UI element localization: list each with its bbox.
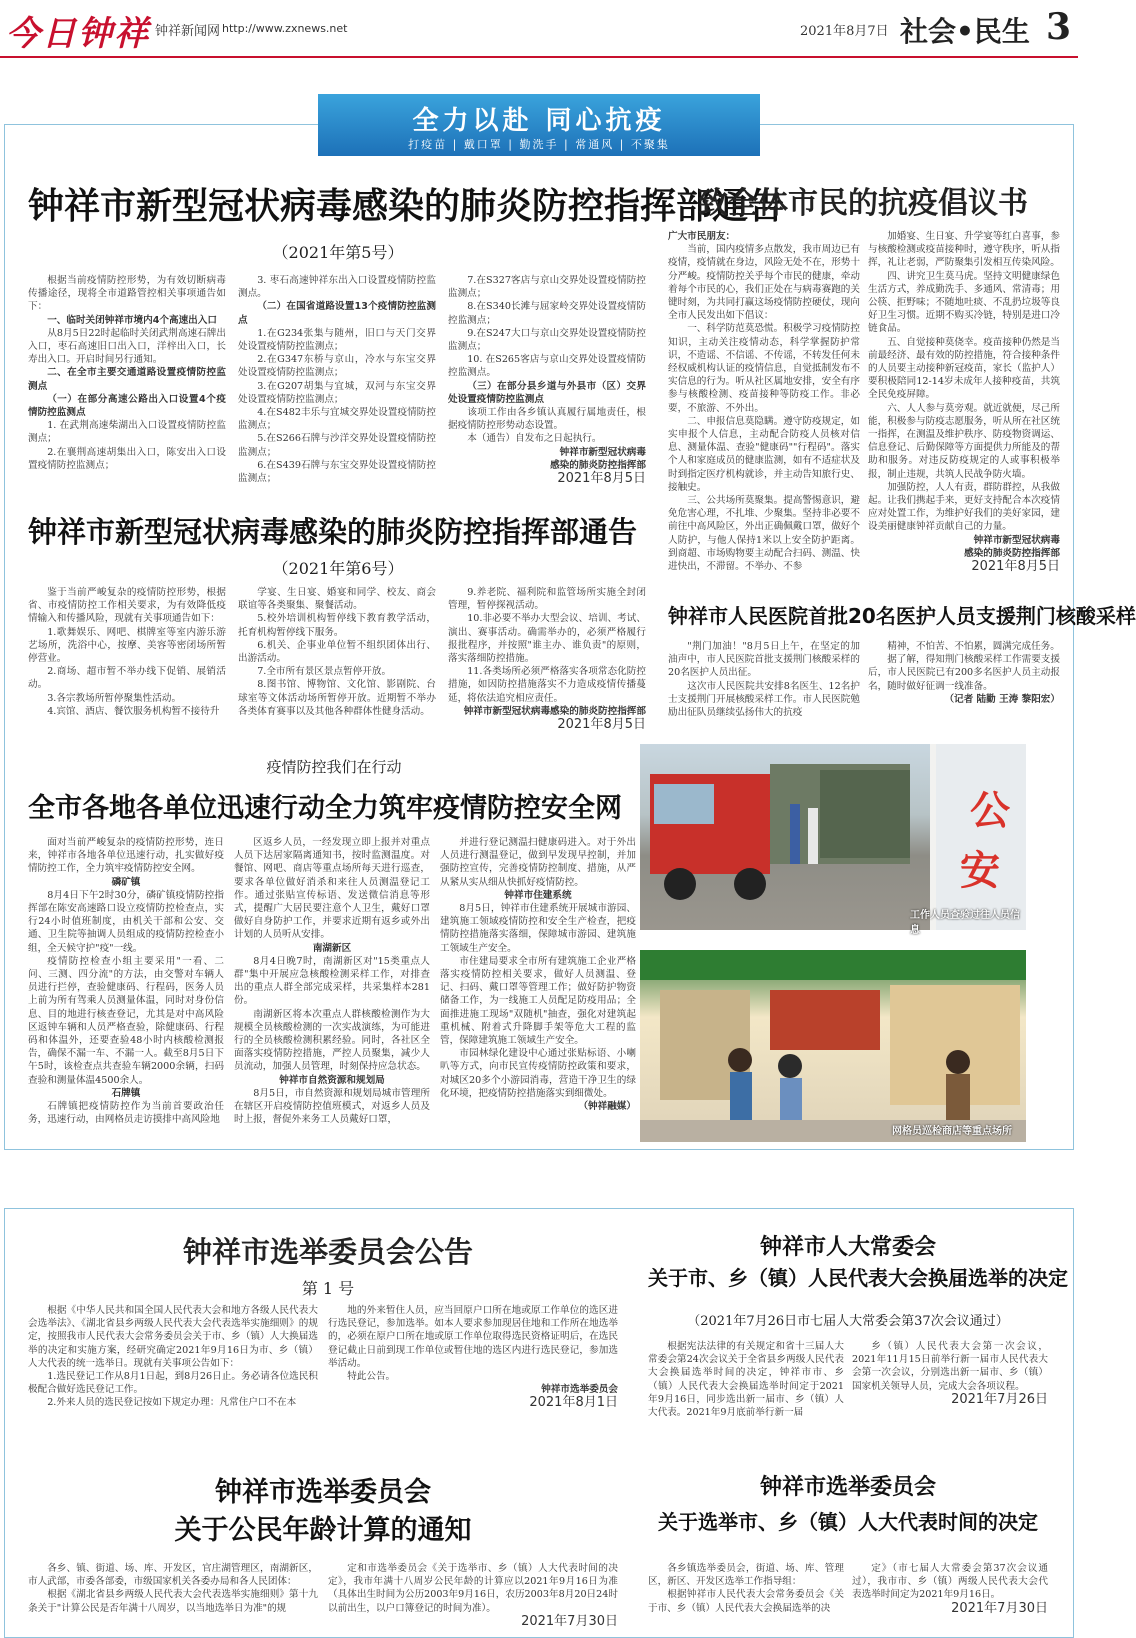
action-column-3 bbox=[440, 836, 636, 1136]
checkpoint-sign-text: 公 bbox=[970, 788, 1010, 834]
banner-title: 全力以赴 同心抗疫 bbox=[412, 106, 666, 136]
paragraph: 钟祥市住建系统 bbox=[504, 889, 572, 901]
paragraph: （二）在国省道路设置13个疫情防控监测点 bbox=[238, 301, 436, 326]
paragraph: 面对当前严峻复杂的疫情防控形势，连日来，钟祥市各地各单位迅速行动，扎实做好疫情防控工作，全力筑牢疫情防控安全网。 bbox=[28, 837, 224, 875]
paragraph: 3. 枣石高速钟祥东出入口设置疫情防控监测点。 bbox=[238, 275, 436, 300]
paragraph: 4.宾馆、酒店、餐饮服务机构暂不接待升 bbox=[47, 705, 220, 717]
paragraph: 定》（市七届人大常委会第37次会议通过），我市市、乡（镇）两级人民代表大会代表选举时间定为2021年9月16日。 bbox=[852, 1563, 1048, 1601]
time-column-1 bbox=[648, 1562, 844, 1632]
paragraph: 5.校外培训机构暂停线下教育教学活动，托育机构暂停线下服务。 bbox=[238, 613, 436, 638]
paragraph: 2021年8月1日 bbox=[529, 1395, 618, 1411]
paragraph: 7.在S327客店与京山交界处设置疫情防控监测点； bbox=[448, 275, 646, 300]
action-title: 全市各地各单位迅速行动全力筑牢疫情防控安全网 bbox=[28, 793, 622, 824]
paragraph: 区返乡人员，一经发现立即上报并对重点人员下达居家隔离通知书，按时监测温度。对餐馆、网吧、商店等重点场所每天进行巡查，要求各单位做好消杀和来往人员测温登记工作。通过张贴宣传标语、发送微信消息等形式，提醒广大居民要注意个人卫生，戴好口罩做好自身防护工作，并要求近期有返乡或外出计划的人员听从安排。 bbox=[234, 837, 430, 941]
paragraph: 6.机关、企事业单位暂不组织团体出行、出游活动。 bbox=[238, 639, 436, 665]
paragraph: 1.选民登记工作从8月1日起，到8月26日止。务必请各位选民积极配合做好选民登记工作。 bbox=[28, 1371, 318, 1396]
paragraph: 各乡镇选举委员会，街道、场、库、管理区，新区、开发区选举工作指导组： bbox=[648, 1563, 844, 1588]
hospital-column-1 bbox=[668, 640, 860, 726]
election-column-2 bbox=[328, 1304, 618, 1424]
paragraph: 2.在G347东桥与京山，冷水与东宝交界处设置疫情防控监测点； bbox=[238, 354, 436, 379]
paragraph: 1. 在武荆高速柴湖出入口设置疫情防控监测点； bbox=[28, 420, 226, 445]
paragraph: 南湖新区 bbox=[312, 942, 352, 954]
paragraph: 2.外来人员的选民登记按如下规定办理：凡常住户口不在本 bbox=[47, 1397, 297, 1409]
paragraph: 市住建局要求全市所有建筑施工企业严格落实疫情防控相关要求，做好人员测温、登记、扫码、戴口罩等管理工作；做好防护物资储备工作，为一线施工人员配足防疫用品；全面推进施工现场"双随机"抽查，强化对建筑起重机械、附着式升降脚手架等危大工程的监管，保障建筑施工领域生产安全。 bbox=[440, 955, 636, 1047]
paragraph: （三）在部分县乡道与外县市（区）交界处设置疫情防控监测点 bbox=[448, 380, 646, 405]
paragraph: 2021年7月30日 bbox=[521, 1613, 618, 1629]
paragraph: 1.歌舞娱乐、网吧、棋牌室等室内游乐游艺场所，洗浴中心，按摩、美容等密闭场所暂停营业。 bbox=[28, 626, 226, 665]
notice5-title: 钟祥市新型冠状病毒感染的肺炎防控指挥部通告 bbox=[28, 186, 785, 227]
paragraph: 10. 在S265客店与京山交界处设置疫情防控监测点。 bbox=[448, 354, 646, 379]
election-number: 第 1 号 bbox=[301, 1279, 355, 1298]
photo-checkpoint bbox=[640, 744, 1026, 936]
paragraph: 8月5日，市自然资源和规划局城市管理所在辖区开启疫情防控值班模式，对返乡人员及时上报，督促外来务工人员戴好口罩， bbox=[234, 1087, 430, 1126]
paragraph: 乡（镇）人民代表大会第一次会议，2021年11月15日前举行新一届市人民代表大会第一次会议，分别选出新一届市、乡（镇）国家机关领导人员，完成大会各项议程。 bbox=[852, 1341, 1048, 1392]
paragraph: 从8月5日22时起临时关闭武荆高速石牌出入口，枣石高速旧口出入口，洋梓出入口，长寿出入口。开启时间另行通知。 bbox=[28, 327, 226, 366]
paragraph: 广大市民朋友： bbox=[668, 231, 736, 242]
paragraph: 根据《湖北省县乡两级人民代表大会代表选举实施细则》第十九条关于"计算公民是否年满十八周岁，以当地选举日为准"的规 bbox=[28, 1589, 318, 1614]
paragraph: 8月4日晚7时，南湖新区对"15类重点人群"集中开展应急核酸检测采样工作，对排查出的重点人群全部完成采样，共采集样本281份。 bbox=[234, 955, 430, 1007]
election-column-1 bbox=[28, 1304, 318, 1424]
paragraph: 学宴、生日宴、婚宴和同学、校友、商会联谊等各类聚集、聚餐活动。 bbox=[238, 587, 436, 612]
paragraph: 感染的肺炎防控指挥部 bbox=[550, 459, 646, 471]
paragraph: 三、公共场所莫聚集。提高警惕意识，避免危害心理，不扎堆、少聚集。坚持非必要不前往中高风险区，外出正确佩戴口罩，做好个人防护，与他人保持1米以上安全防护距离。到商超、市场购物要主动配合扫码、测温、快进快出，不滞留。不举办、不参 bbox=[668, 495, 860, 573]
age-column-1 bbox=[28, 1562, 318, 1632]
site-url[interactable]: http://www.zxnews.net bbox=[222, 22, 348, 35]
paragraph: （记者 陆勤 王涛 黎阳宏） bbox=[944, 693, 1060, 705]
paragraph: 2.商场、超市暂不举办线下促销、展销活动。 bbox=[28, 666, 226, 691]
paragraph: 钟祥市自然资源和规划局 bbox=[279, 1074, 385, 1086]
paragraph: 据了解，得知荆门核酸采样工作需要支援后，市人民医院已有200多名医护人员主动报名，随时做好征调一线准备。 bbox=[868, 654, 1060, 692]
paragraph: 这次市人民医院共安排8名医生、12名护士支援荆门开展核酸采样工作。市人民医院勉励出征队员继续弘扬伟大的抗疫 bbox=[668, 680, 860, 719]
paragraph: 11.各类场所必须严格落实各项常态化防控措施，如因防控措施落实不力造成疫情传播蔓延，将依法追究相应责任。 bbox=[448, 666, 646, 704]
paragraph: 8.在S340长滩与屈家岭交界处设置疫情防控监测点； bbox=[448, 301, 646, 326]
paragraph: 四、讲究卫生莫马虎。坚持文明健康绿色生活方式，养成勤洗手、多通风、常清毒；用公筷、拒野味；不随地吐痰、不乱扔垃圾等良好卫生习惯。近期不购买冷链，特别是进口冷链食品。 bbox=[868, 270, 1060, 335]
paragraph: 并进行登记测温扫健康码进入。对于外出人员进行测温登记，做到早发现早控制，并加强防控宣传，完善疫情防控制度、措施，从严从紧从实从细从快抓好疫情防控。 bbox=[440, 837, 636, 888]
action-kicker: 疫情防控我们在行动 bbox=[266, 758, 402, 776]
paragraph: 当前，国内疫情多点散发，我市周边已有疫情，疫情就在身边，风险无处不在，形势十分严峻。疫情防控关乎每个市民的健康，牵动着每个市民的心，我们正处在与病毒赛跑的关键时刻，为共同打赢这场疫情防控硬仗，现向全市人民发出如下倡议： bbox=[668, 244, 860, 322]
npc-title-line2: 关于市、乡（镇）人民代表大会换届选举的决定 bbox=[648, 1266, 1068, 1290]
paragraph: 该项工作由各乡镇认真履行属地责任，根据疫情防控形势动态设置。 bbox=[448, 407, 646, 432]
age-title-line2: 关于公民年龄计算的通知 bbox=[174, 1515, 472, 1546]
paragraph: 3.各宗教场所暂停聚集性活动。 bbox=[47, 692, 182, 704]
paragraph: 精神，不怕苦、不怕累，圆满完成任务。 bbox=[887, 641, 1060, 652]
paragraph: "荆门加油！"8月5日上午，在坚定的加油声中，市人民医院首批支援荆门核酸采样的20名医护人员出征。 bbox=[668, 641, 860, 679]
paragraph: 8月5日，钟祥市住建系统开展城市游园、建筑施工领域疫情防控和安全生产检查，把疫情防控措施落实落细，保障城市游园、建筑施工领域生产安全。 bbox=[440, 903, 636, 954]
paragraph: 钟祥市新型冠状病毒 bbox=[559, 446, 646, 458]
notice5-number: （2021年第5号） bbox=[272, 243, 404, 262]
photo-caption-2: 网格员巡检商店等重点场所 bbox=[892, 1126, 1012, 1137]
paragraph: 根据当前疫情防控形势，为有效切断病毒传播途径，现将全市道路管控相关事项通告如下： bbox=[28, 275, 226, 313]
paragraph: 8.图书馆、博物馆、文化馆、影剧院、台球室等文体活动场所暂停开放。近期暂不举办各类体育赛事以及其他各种群体性健身活动。 bbox=[238, 679, 436, 717]
notice6-number: （2021年第6号） bbox=[272, 559, 404, 578]
paragraph: （钟祥融媒） bbox=[578, 1101, 636, 1113]
paragraph: 8月4日下午2时30分，磷矿镇疫情防控指挥部在陈安高速路口设立疫情防控检查点，实行24小时值班制度，由机关干部和公安、交通、卫生院等抽调人员组成的疫情防控检查小组，全天候守护"疫"一线。 bbox=[28, 889, 224, 954]
paragraph: 本（通告）自发布之日起执行。 bbox=[467, 433, 602, 445]
proposal-column-2 bbox=[868, 230, 1060, 582]
paragraph: 钟祥市选举委员会 bbox=[541, 1384, 618, 1396]
page-number: 3 bbox=[1046, 6, 1072, 48]
site-name: 钟祥新闻网 bbox=[155, 24, 221, 39]
banner-slogan: 打疫苗 | 戴口罩 | 勤洗手 | 常通风 | 不聚集 bbox=[408, 138, 670, 151]
paragraph: 2021年7月30日 bbox=[951, 1600, 1048, 1616]
notice6-title: 钟祥市新型冠状病毒感染的肺炎防控指挥部通告 bbox=[28, 515, 638, 549]
paragraph: 10.非必要不举办大型会议、培训、考试、演出、赛事活动。确需举办的，必须严格履行报批程序，并按照"谁主办、谁负责"的原则，落实落细防控措施。 bbox=[448, 613, 646, 665]
action-column-1 bbox=[28, 836, 224, 1136]
paragraph: 加婚宴、生日宴、升学宴等红白喜事，参与核酸检测或疫苗接种时，遵守秩序，听从指挥，礼让老弱，严防聚集引发相互传染风险。 bbox=[868, 231, 1060, 269]
npc-column-2 bbox=[852, 1340, 1048, 1430]
proposal-title: 致全体市民的抗疫倡议书 bbox=[698, 186, 1028, 221]
paragraph: 钟祥市新型冠状病毒感染的肺炎防控指挥部 bbox=[463, 705, 646, 717]
paragraph: 一、临时关闭钟祥市境内4个高速出入口 bbox=[47, 314, 217, 326]
paragraph: 感染的肺炎防控指挥部 bbox=[964, 547, 1060, 559]
age-title-line1: 钟祥市选举委员会 bbox=[215, 1477, 431, 1508]
paragraph: 1.在G234张集与随州，旧口与天门交界处设置疫情防控监测点； bbox=[238, 327, 436, 353]
notice6-column-2 bbox=[238, 586, 436, 736]
paragraph: 二、在全市主要交通道路设置疫情防控监测点 bbox=[28, 367, 226, 392]
paragraph: 4.在S482丰乐与宜城交界处设置疫情防控监测点； bbox=[238, 407, 436, 432]
paragraph: 9.在S247大口与京山交界处设置疫情防控监测点； bbox=[448, 327, 646, 353]
notice5-column-1 bbox=[28, 274, 226, 494]
paragraph: 根据《中华人民共和国全国人民代表大会和地方各级人民代表大会选举法》、《湖北省县乡两级人民代表大会代表选举实施细则》的规定，按照我市人民代表大会常务委员会关于市、乡（镇）人大换届选举的决定和实施方案，经研究确定2021年9月16日为市、乡（镇）人大代表的统一选举日。现就有关事项公告如下： bbox=[28, 1305, 318, 1369]
paragraph: 地的外来暂住人员，应当回原户口所在地或原工作单位的选区进行选民登记，参加选举。如本人要求参加现居住地和工作所在地选举的，必须在原户口所在地或原工作单位取得选民资格证明后，在选民登记截止日前到现工作单位或暂住地的选区内进行选民登记，参加选举活动。 bbox=[328, 1305, 618, 1369]
paragraph: 定和市选举委员会《关于选举市、乡（镇）人大代表时间的决定》，我市年满十八周岁公民年龄的计算应以2021年9月16日为准（具体出生时间为公历2003年9月16日，农历2003年8月20日24时以前出生，以户口簿登记的时间为准）。 bbox=[328, 1563, 618, 1614]
svg-text:安: 安 bbox=[960, 848, 1000, 894]
paragraph: 特此公告。 bbox=[347, 1371, 396, 1383]
notice5-column-3 bbox=[448, 274, 646, 494]
photo-store-graphic bbox=[640, 950, 1026, 1142]
election-title: 钟祥市选举委员会公告 bbox=[182, 1235, 473, 1269]
paragraph: 根据宪法法律的有关规定和省十三届人大常委会第24次会议关于全省县乡两级人民代表大会换届选举时间的决定，钟祥市市、乡（镇）人民代表大会换届选举时间定于2021年9月16日，同步选出新一届市、乡（镇）人大代表。2021年9月底前举行新一届 bbox=[648, 1341, 844, 1419]
paragraph: 2.在襄荆高速胡集出入口，陈安出入口设置疫情防控监测点； bbox=[28, 446, 226, 471]
paragraph: 二、申报信息莫隐瞒。遵守防疫规定，如实申报个人信息，主动配合防疫人员核对信息、测量体温、查验"健康码""行程码"。落实个人和家庭成员的健康监测，如有不适症状及时到指定医疗机构就诊，并主动告知旅行史、接触史。 bbox=[668, 415, 860, 493]
paragraph: 市园林绿化建设中心通过张贴标语、小喇叭等方式，向市民宣传疫情防控政策和要求，对城区20多个小游园消毒，营造干净卫生的绿化环境，把疫情防控措施落实到细微处。 bbox=[440, 1048, 636, 1099]
campaign-banner bbox=[318, 94, 760, 156]
paragraph: 根据钟祥市人民代表大会常务委员会《关于市、乡（镇）人民代表大会换届选举的决 bbox=[648, 1589, 844, 1614]
photo-caption-1: 工作人员查验过往人员信息 bbox=[910, 910, 1020, 936]
paragraph: 钟祥市新型冠状病毒 bbox=[973, 534, 1060, 546]
notice5-column-2 bbox=[238, 274, 436, 494]
time-title-line2: 关于选举市、乡（镇）人大代表时间的决定 bbox=[658, 1510, 1038, 1534]
paragraph: 6.在S439石牌与东宝交界处设置疫情防控监测点； bbox=[238, 459, 436, 485]
npc-title-line1: 钟祥市人大常委会 bbox=[759, 1235, 936, 1260]
paragraph: 2021年8月5日 bbox=[557, 471, 646, 487]
section-name: 社会•民生 bbox=[900, 15, 1030, 48]
age-column-2 bbox=[328, 1562, 618, 1632]
hospital-title: 钟祥市人民医院首批20名医护人员支援荆门核酸采样 bbox=[668, 604, 1136, 628]
paragraph: （一）在部分高速公路出入口设置4个疫情防控监测点 bbox=[28, 393, 226, 419]
paragraph: 9.养老院、福利院和监管场所实施全封闭管理，暂停探视活动。 bbox=[448, 587, 646, 612]
notice6-column-1 bbox=[28, 586, 226, 736]
paragraph: 六、人人参与莫旁观。就近就便，尽己所能，积极参与防疫志愿服务，听从所在社区统一指挥，在测温及维护秩序、防疫物资调运、信息登记、后勤保障等方面提供力所能及的帮助和服务。对违反防疫规定的人或事积极举报，制止违规，共筑人民战争防火墙。 bbox=[868, 402, 1060, 480]
hospital-column-2 bbox=[868, 640, 1060, 726]
npc-subtitle: （2021年7月26日市七届人大常委会第37次会议通过） bbox=[687, 1314, 1009, 1329]
time-title-line1: 钟祥市选举委员会 bbox=[759, 1475, 936, 1500]
photo-checkpoint-graphic bbox=[640, 744, 1026, 930]
paragraph: 南湖新区将本次重点人群核酸检测作为大规模全员核酸检测的一次实战演练，为可能进行的全员核酸检测积累经验。同时，各社区全面落实疫情防控措施，严控人员聚集，减少人员流动，加强人员管理，时刻保持应急状态。 bbox=[234, 1008, 430, 1073]
paragraph: 5.在S266石牌与沙洋交界处设置疫情防控监测点； bbox=[238, 433, 436, 458]
notice6-column-3 bbox=[448, 586, 646, 736]
paragraph: 7.全市所有景区景点暂停开放。 bbox=[257, 666, 392, 678]
paragraph: 3.在G207胡集与宜城，双河与东宝交界处设置疫情防控监测点； bbox=[238, 380, 436, 405]
npc-column-1 bbox=[648, 1340, 844, 1430]
paragraph: 鉴于当前严峻复杂的疫情防控形势，根据省、市疫情防控工作相关要求，为有效降低疫情输入和传播风险，现就有关事项通告如下： bbox=[28, 587, 226, 625]
paragraph: 2021年8月5日 bbox=[971, 559, 1060, 575]
paragraph: 各乡、镇、街道、场、库、开发区，官庄湖管理区，南湖新区，市人武部，市委各部委，市级国家机关各委办局和各人民团体： bbox=[28, 1563, 318, 1588]
paragraph: 加强防控，人人有责，群防群控，从我做起。让我们携起手来，更好支持配合本次疫情应对处置工作，为维护好我们的美好家园，建设美丽健康钟祥贡献自己的力量。 bbox=[868, 481, 1060, 533]
proposal-column-1 bbox=[668, 230, 860, 582]
paragraph: 2021年8月5日 bbox=[557, 717, 646, 733]
paragraph: 磷矿镇 bbox=[111, 876, 141, 888]
paragraph: 五、自觉接种莫侥幸。疫苗接种仍然是当前最经济、最有效的防控措施，符合接种条件的人员要主动接种新冠疫苗，家长（监护人）要积极陪同12-14岁未成年人接种疫苗，共筑全民免疫屏障。 bbox=[868, 336, 1060, 401]
paragraph: 石牌镇 bbox=[111, 1087, 141, 1099]
issue-date: 2021年8月7日 bbox=[800, 24, 889, 39]
newspaper-logo: 今日钟祥 bbox=[6, 14, 150, 54]
action-column-2 bbox=[234, 836, 430, 1136]
time-column-2 bbox=[852, 1562, 1048, 1632]
masthead bbox=[0, 0, 1078, 58]
photo-store-inspection bbox=[640, 950, 1026, 1142]
paragraph: 2021年7月26日 bbox=[951, 1391, 1048, 1407]
paragraph: 石牌镇把疫情防控作为当前首要政治任务，迅速行动，由网格员走访摸排中高风险地 bbox=[28, 1101, 224, 1126]
paragraph: 疫情防控检查小组主要采用"一看、二问、三测、四分流"的方法，由交警对车辆人员进行拦停，查验健康码、行程码，医务人员上前为所有驾乘人员测量体温，同时对身份信息、目的地进行核查登记，尤其是对中高风险区返钟车辆和人员严格查验，除健康码、行程码和体温外，还要查验48小时内核酸检测报告，确保不漏一车、不漏一人。截至8月5日下午5时，该检查点共查验车辆2000余辆，扫码查验和测量体温4500余人。 bbox=[28, 955, 224, 1086]
paragraph: 一、科学防范莫恐慌。积极学习疫情防控知识，主动关注疫情动态，科学掌握防护常识，不造谣、不信谣、不传谣，不转发任何未经权威机构认证的疫情信息，自觉抵制发布不实信息的行为。听从社区属地安排，安全有序参与核酸检测、疫苗接种等防疫工作。非必要，不旅游、不外出。 bbox=[668, 323, 860, 414]
